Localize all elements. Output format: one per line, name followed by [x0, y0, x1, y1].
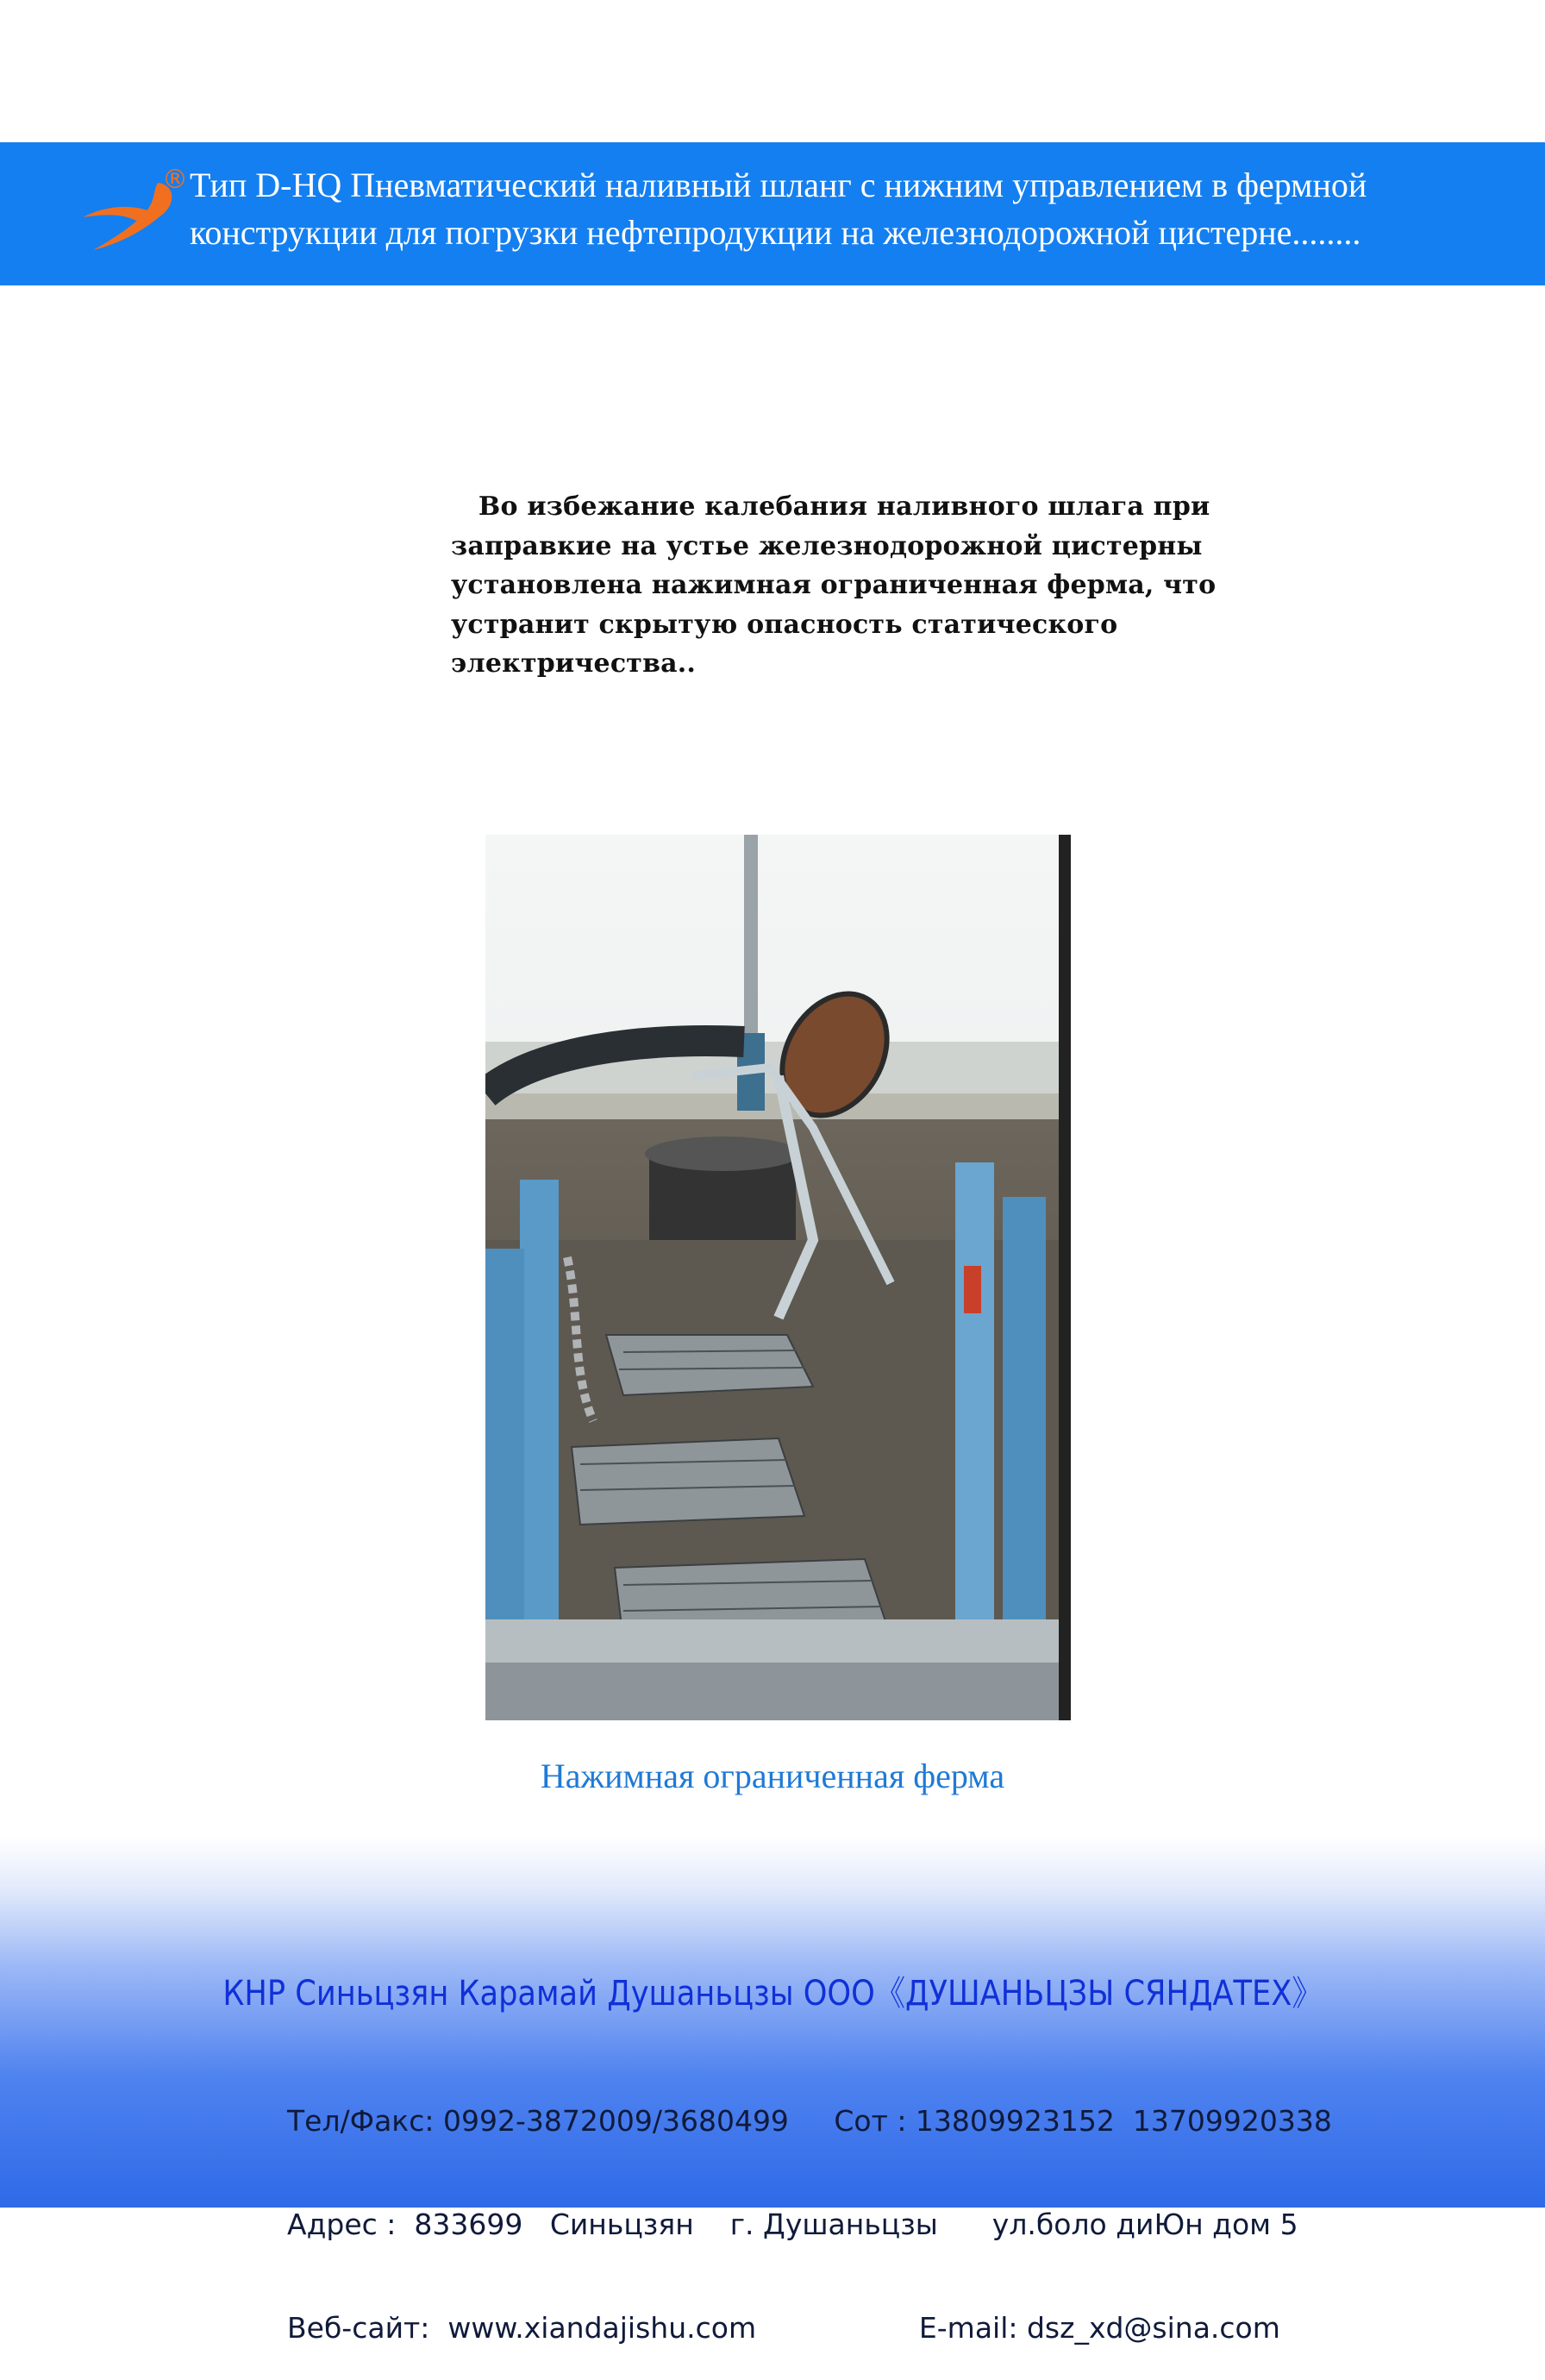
description-line: устранит скрытую опасность статического [451, 609, 1118, 640]
description-line: установлена нажимная ограниченная ферма, что [451, 570, 1217, 600]
description-line: электричества.. [451, 648, 697, 679]
company-name: КНР Синьцзян Карамай Душаньцзы ООО《ДУШАНЬЦЗЫ СЯНДАТЕХ》 [222, 1974, 1323, 2014]
registered-mark: ® [162, 165, 188, 195]
contact-address-line: Адрес : 833699 Синьцзян г. Душаньцзы ул.боло диЮн дом 5 [287, 2208, 1298, 2241]
banner-title-line-2: конструкции для погрузки нефтепродукции на железнодорожной цистерне........ [190, 213, 1361, 252]
header-banner [0, 142, 1545, 285]
contact-phone-line: Тел/Факс: 0992-3872009/3680499 Сот : 13809923152 13709920338 [287, 2104, 1332, 2138]
banner-title-line-1: Тип D-HQ Пневматический наливный шланг с нижним управлением в фермной [190, 166, 1367, 204]
description-line: заправкие на устье железнодорожной цистерны [451, 530, 1203, 561]
contact-info [287, 2035, 1332, 2380]
contact-web-line: Веб-сайт: www.xiandajishu.com E-mail: dsz_xd@sina.com [287, 2311, 1280, 2345]
description-text [451, 487, 1217, 684]
company-logo-icon [76, 164, 197, 259]
description-line: Во избежание калебания наливного шлага при [451, 492, 1210, 522]
photo-caption: Нажимная ограниченная ферма [540, 1757, 1005, 1795]
loading-platform-photo [485, 835, 1071, 1720]
